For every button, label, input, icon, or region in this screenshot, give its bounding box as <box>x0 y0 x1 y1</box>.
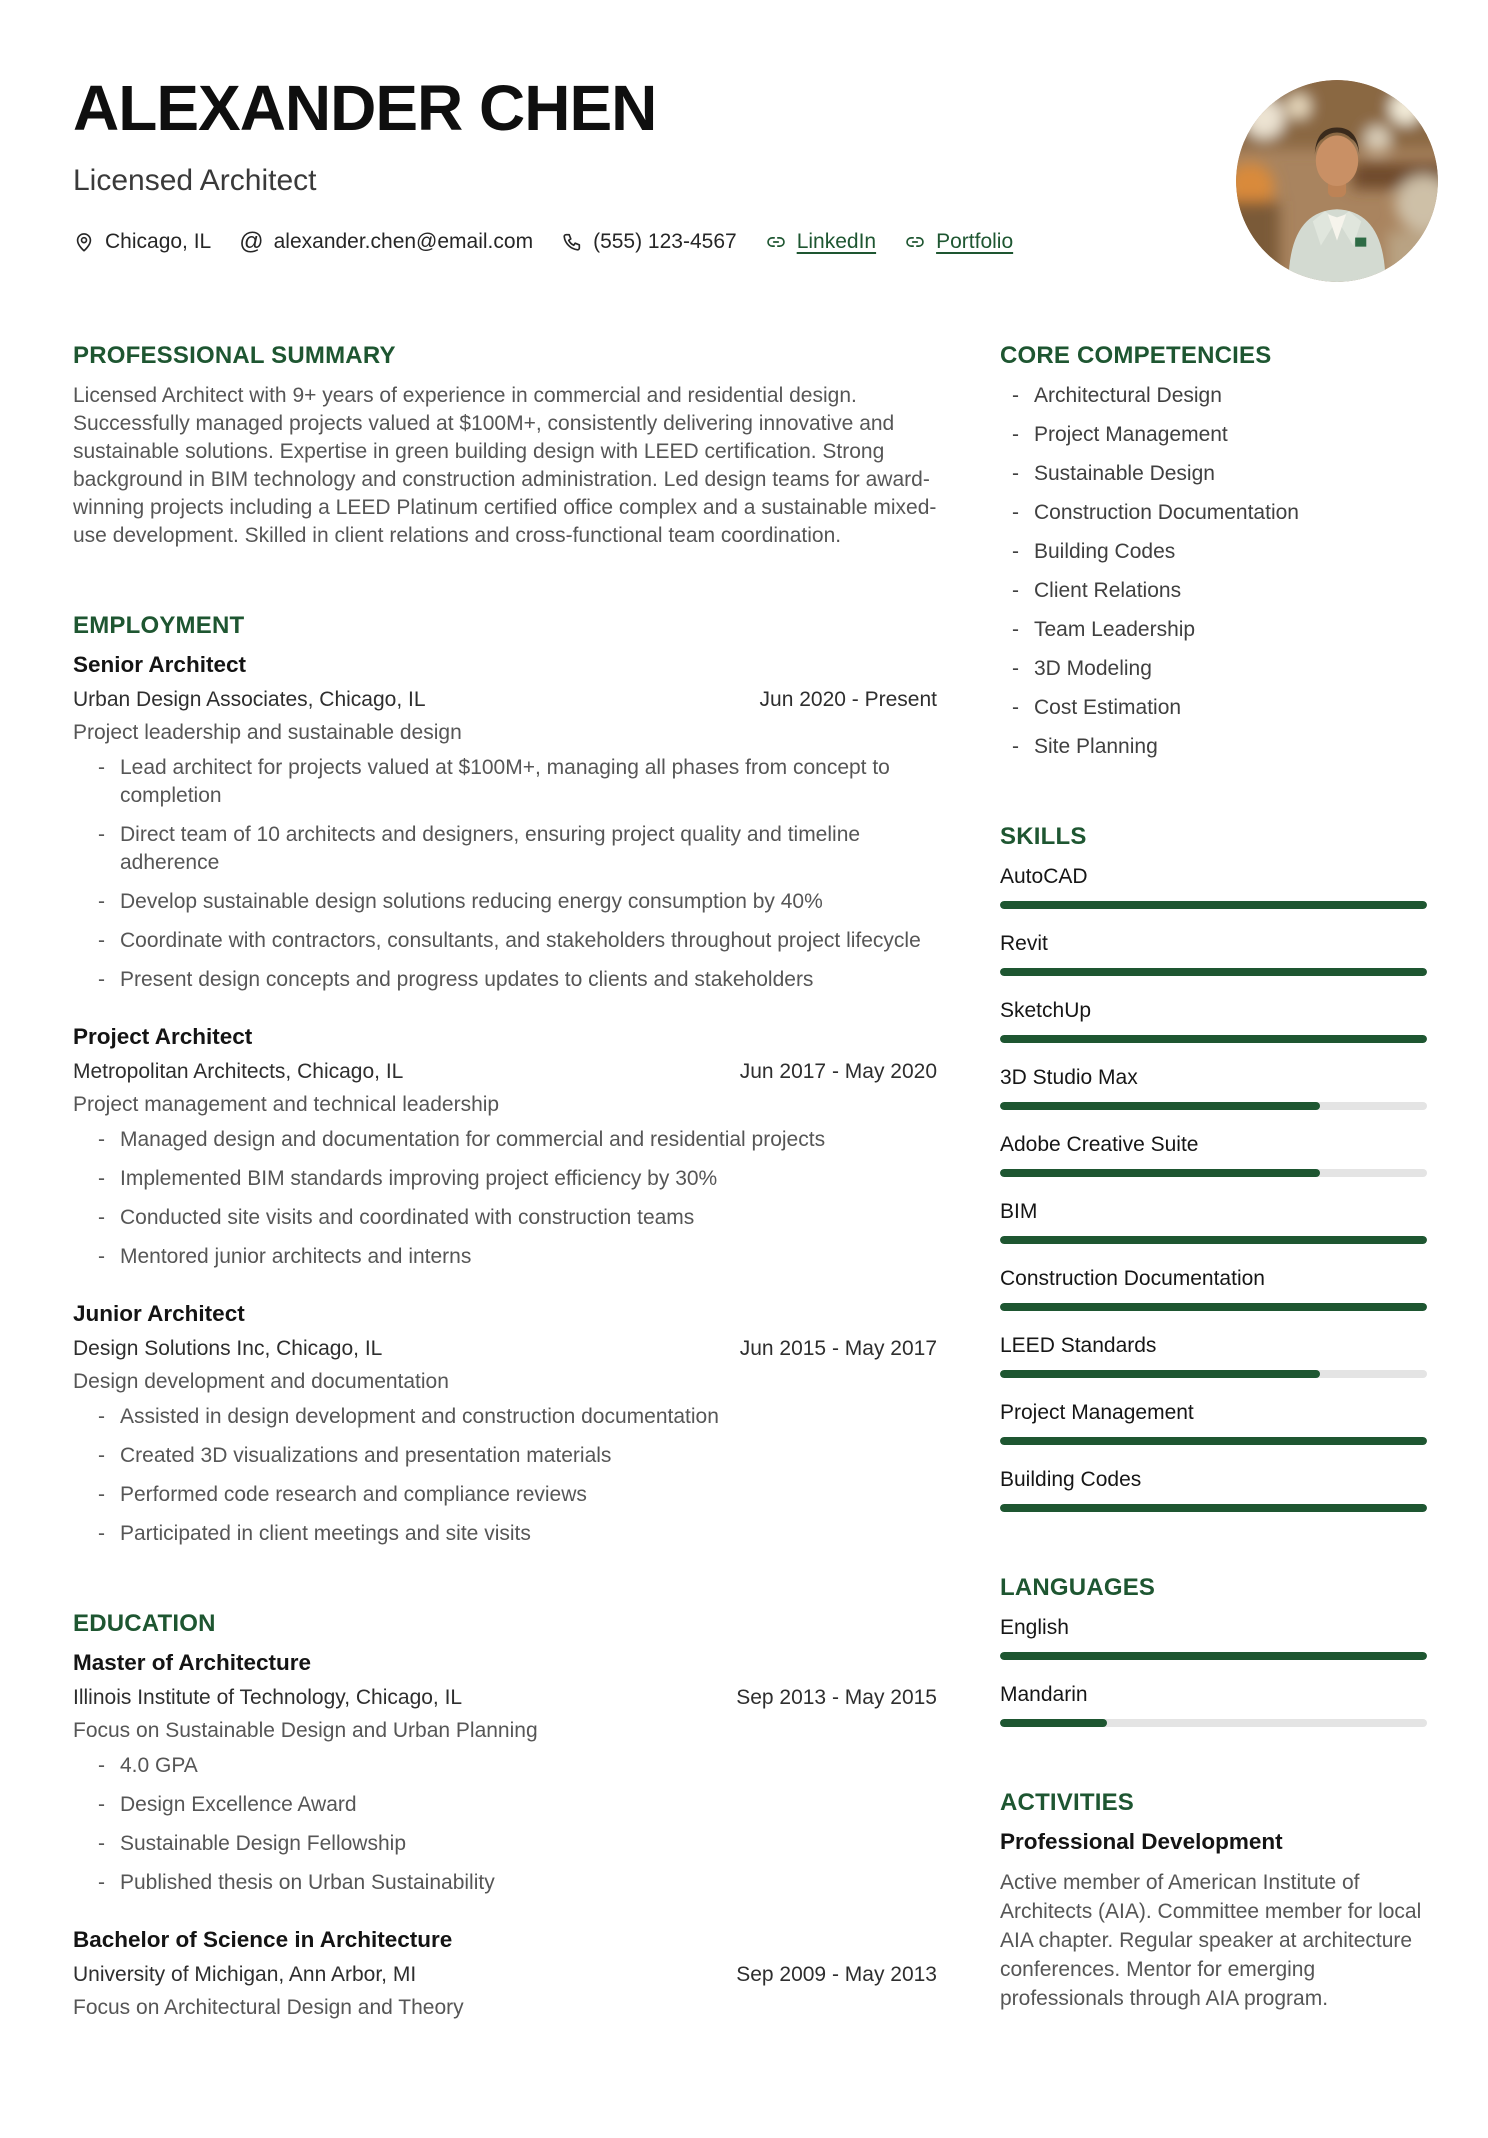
contact-phone <box>561 230 737 254</box>
company-row <box>73 1059 937 1085</box>
skill-bar-track <box>1000 1035 1427 1043</box>
employment-heading: EMPLOYMENT <box>73 612 245 640</box>
skill-bar-fill <box>1000 968 1427 976</box>
degree-list <box>73 1650 937 2021</box>
link-icon <box>904 231 926 253</box>
section-activities <box>1000 1789 1427 2013</box>
competency-item <box>1000 421 1427 449</box>
header <box>73 72 1427 256</box>
school: University of Michigan, Ann Arbor, MI <box>73 1963 417 1987</box>
dash-bullet: - <box>1012 618 1019 642</box>
degree-description: Focus on Sustainable Design and Urban Planning <box>73 1719 538 1743</box>
bullet-item <box>73 1442 937 1470</box>
dash-bullet: - <box>1012 735 1019 759</box>
skill-row <box>1000 930 1427 976</box>
location-text: Chicago, IL <box>105 230 212 254</box>
bullet-list <box>73 1752 937 1897</box>
bullet-item <box>73 1126 937 1154</box>
degree-entry <box>73 1650 937 1897</box>
bullet-item <box>73 927 937 955</box>
skill-row <box>1000 1131 1427 1177</box>
right-column <box>1000 342 1427 2029</box>
skill-row <box>1000 1466 1427 1512</box>
competency-item <box>1000 694 1427 722</box>
bullet-item <box>73 1243 937 1271</box>
skill-bar-fill <box>1000 1102 1320 1110</box>
activity-title: Professional Development <box>1000 1829 1283 1855</box>
dash-bullet: - <box>1012 657 1019 681</box>
bullet-text: Lead architect for projects valued at $100M+, managing all phases from concept to completion <box>120 756 890 808</box>
dates: Jun 2015 - May 2017 <box>739 1337 937 1361</box>
degree-title: Bachelor of Science in Architecture <box>73 1927 453 1953</box>
competency-item <box>1000 577 1427 605</box>
competency-list <box>1000 382 1427 761</box>
competency-item <box>1000 616 1427 644</box>
skill-name: Project Management <box>1000 1401 1194 1425</box>
bullet-item <box>73 1481 937 1509</box>
skill-name: 3D Studio Max <box>1000 1066 1138 1090</box>
phone-text: (555) 123-4567 <box>593 230 737 254</box>
content-columns <box>73 342 1427 2029</box>
skill-name: Construction Documentation <box>1000 1267 1265 1291</box>
bullet-text: Develop sustainable design solutions reducing energy consumption by 40% <box>120 890 823 914</box>
profile-photo <box>1236 80 1438 282</box>
language-name: English <box>1000 1616 1069 1640</box>
skill-name: LEED Standards <box>1000 1334 1157 1358</box>
skill-name: Building Codes <box>1000 1468 1142 1492</box>
skill-bar-fill <box>1000 901 1427 909</box>
skill-bar-track <box>1000 1169 1427 1177</box>
skill-row <box>1000 1399 1427 1445</box>
skill-name: AutoCAD <box>1000 865 1088 889</box>
competency-text: Site Planning <box>1034 735 1158 759</box>
competency-text: Client Relations <box>1034 579 1182 603</box>
dash-bullet: - <box>98 1871 105 1895</box>
skill-bar-fill <box>1000 1370 1320 1378</box>
dash-bullet: - <box>1012 501 1019 525</box>
bullet-list <box>73 754 937 994</box>
activity-text: Active member of American Institute of Architects (AIA). Committee member for local AIA chapter. Regular speaker at architecture conferences. Mentor for emerging professionals through AIA program. <box>1000 1871 1422 2011</box>
bullet-list <box>73 1126 937 1271</box>
dates: Jun 2020 - Present <box>759 688 937 712</box>
skill-bar-track <box>1000 1236 1427 1244</box>
bullet-text: Managed design and documentation for commercial and residential projects <box>120 1128 826 1152</box>
competency-text: Architectural Design <box>1034 384 1222 408</box>
section-professional-summary <box>73 342 937 550</box>
skill-row <box>1000 863 1427 909</box>
competency-item <box>1000 382 1427 410</box>
section-languages <box>1000 1574 1427 1727</box>
skill-bar-fill <box>1000 1437 1427 1445</box>
bullet-item <box>73 1791 937 1819</box>
dash-bullet: - <box>98 968 105 992</box>
bullet-item <box>73 754 937 810</box>
bullet-text: Participated in client meetings and site visits <box>120 1522 531 1546</box>
competency-text: Building Codes <box>1034 540 1176 564</box>
dash-bullet: - <box>1012 384 1019 408</box>
competencies-heading: CORE COMPETENCIES <box>1000 342 1272 370</box>
bullet-item <box>73 888 937 916</box>
competency-item <box>1000 538 1427 566</box>
skill-bar-fill <box>1000 1035 1427 1043</box>
language-bar-track <box>1000 1719 1427 1727</box>
bullet-text: Mentored junior architects and interns <box>120 1245 472 1269</box>
skill-row <box>1000 1064 1427 1110</box>
contact-row <box>73 230 1427 254</box>
location-pin-icon <box>73 231 95 253</box>
bullet-item <box>73 966 937 994</box>
dash-bullet: - <box>1012 696 1019 720</box>
skill-bar-track <box>1000 1504 1427 1512</box>
bullet-item <box>73 1520 937 1548</box>
skill-bar-track <box>1000 901 1427 909</box>
bullet-text: Implemented BIM standards improving project efficiency by 30% <box>120 1167 718 1191</box>
dash-bullet: - <box>1012 540 1019 564</box>
skill-name: SketchUp <box>1000 999 1092 1023</box>
company-row <box>73 687 937 713</box>
dash-bullet: - <box>98 1832 105 1856</box>
portfolio-link[interactable]: Portfolio <box>936 230 1014 254</box>
language-name: Mandarin <box>1000 1683 1088 1707</box>
skill-bar-fill <box>1000 1504 1427 1512</box>
bullet-item <box>73 1752 937 1780</box>
company-row <box>73 1336 937 1362</box>
skill-row <box>1000 997 1427 1043</box>
company: Metropolitan Architects, Chicago, IL <box>73 1060 404 1084</box>
bullet-item <box>73 1204 937 1232</box>
bullet-text: Published thesis on Urban Sustainability <box>120 1871 495 1895</box>
competency-text: Sustainable Design <box>1034 462 1215 486</box>
bullet-text: Design Excellence Award <box>120 1793 357 1817</box>
skill-name: BIM <box>1000 1200 1038 1224</box>
dash-bullet: - <box>1012 462 1019 486</box>
bullet-text: 4.0 GPA <box>120 1754 198 1778</box>
skill-bar-fill <box>1000 1236 1427 1244</box>
dash-bullet: - <box>1012 423 1019 447</box>
job-title: Senior Architect <box>73 652 246 678</box>
section-education <box>73 1610 937 2021</box>
contact-linkedin <box>765 230 876 254</box>
section-employment <box>73 612 937 1548</box>
dash-bullet: - <box>98 1444 105 1468</box>
competency-item <box>1000 733 1427 761</box>
contact-email <box>239 230 533 254</box>
dash-bullet: - <box>98 1793 105 1817</box>
job-entry <box>73 1301 937 1548</box>
bullet-text: Assisted in design development and construction documentation <box>120 1405 719 1429</box>
language-bar-fill <box>1000 1719 1107 1727</box>
dash-bullet: - <box>98 1128 105 1152</box>
skill-bar-fill <box>1000 1303 1427 1311</box>
dash-bullet: - <box>98 1167 105 1191</box>
bullet-item <box>73 1830 937 1858</box>
summary-text: Licensed Architect with 9+ years of experience in commercial and residential design. Successfully managed projects valued at $100M+, consistently delivering innovative and sustainable solutions. Expertise in green building design with LEED certification. Strong background in BIM technology and construction administration. Led design teams for award-winning projects including a LEED Platinum certified office complex and a sustainable mixed-use development. Skilled in client relations and cross-functional team coordination. <box>73 384 937 548</box>
dash-bullet: - <box>98 890 105 914</box>
avatar <box>1236 80 1438 282</box>
skill-row <box>1000 1265 1427 1311</box>
skill-bar-track <box>1000 1303 1427 1311</box>
dates: Jun 2017 - May 2020 <box>739 1060 937 1084</box>
bullet-text: Created 3D visualizations and presentation materials <box>120 1444 612 1468</box>
activities-heading: ACTIVITIES <box>1000 1789 1135 1817</box>
dash-bullet: - <box>98 1483 105 1507</box>
dash-bullet: - <box>98 1754 105 1778</box>
bullet-list <box>73 1403 937 1548</box>
job-title: Junior Architect <box>73 1301 245 1327</box>
job-list <box>73 652 937 1548</box>
contact-location <box>73 230 211 254</box>
competency-text: Construction Documentation <box>1034 501 1299 525</box>
job-title: Project Architect <box>73 1024 253 1050</box>
degree-description: Focus on Architectural Design and Theory <box>73 1996 464 2020</box>
skill-bar-fill <box>1000 1169 1320 1177</box>
bullet-item <box>73 821 937 877</box>
phone-icon <box>561 231 583 253</box>
skill-list <box>1000 863 1427 1512</box>
company: Urban Design Associates, Chicago, IL <box>73 688 426 712</box>
skill-bar-track <box>1000 1370 1427 1378</box>
dash-bullet: - <box>98 1405 105 1429</box>
dash-bullet: - <box>98 1206 105 1230</box>
language-row <box>1000 1614 1427 1660</box>
degree-title: Master of Architecture <box>73 1650 311 1676</box>
skill-name: Revit <box>1000 932 1048 956</box>
skill-row <box>1000 1332 1427 1378</box>
section-core-competencies <box>1000 342 1427 761</box>
linkedin-link[interactable]: LinkedIn <box>796 230 877 254</box>
language-row <box>1000 1681 1427 1727</box>
company: Design Solutions Inc, Chicago, IL <box>73 1337 383 1361</box>
dash-bullet: - <box>98 1245 105 1269</box>
job-entry <box>73 1024 937 1271</box>
dates: Sep 2009 - May 2013 <box>736 1963 937 1987</box>
job-description: Project leadership and sustainable design <box>73 721 462 745</box>
job-entry <box>73 652 937 994</box>
person-name: ALEXANDER CHEN <box>73 72 657 144</box>
school-row <box>73 1962 937 1988</box>
job-description: Project management and technical leadership <box>73 1093 500 1117</box>
dates: Sep 2013 - May 2015 <box>736 1686 937 1710</box>
skill-name: Adobe Creative Suite <box>1000 1133 1199 1157</box>
email-text: alexander.chen@email.com <box>273 230 534 254</box>
languages-heading: LANGUAGES <box>1000 1574 1156 1602</box>
competency-text: Project Management <box>1034 423 1228 447</box>
skill-bar-track <box>1000 968 1427 976</box>
skill-row <box>1000 1198 1427 1244</box>
bullet-text: Performed code research and compliance reviews <box>120 1483 587 1507</box>
competency-text: Cost Estimation <box>1034 696 1182 720</box>
school: Illinois Institute of Technology, Chicago, IL <box>73 1686 463 1710</box>
link-icon <box>765 231 787 253</box>
competency-text: 3D Modeling <box>1034 657 1152 681</box>
competency-text: Team Leadership <box>1034 618 1196 642</box>
section-skills <box>1000 823 1427 1512</box>
left-column <box>73 342 937 2029</box>
person-title: Licensed Architect <box>73 164 317 198</box>
bullet-text: Coordinate with contractors, consultants, and stakeholders throughout project lifecycle <box>120 929 921 953</box>
language-bar-fill <box>1000 1652 1427 1660</box>
contact-portfolio <box>904 230 1013 254</box>
summary-heading: PROFESSIONAL SUMMARY <box>73 342 396 370</box>
competency-item <box>1000 655 1427 683</box>
bullet-item <box>73 1165 937 1193</box>
bullet-text: Present design concepts and progress updates to clients and stakeholders <box>120 968 814 992</box>
education-heading: EDUCATION <box>73 1610 216 1638</box>
dash-bullet: - <box>98 929 105 953</box>
at-sign-icon: @ <box>239 228 264 256</box>
bullet-item <box>73 1869 937 1897</box>
dash-bullet: - <box>98 1522 105 1546</box>
bullet-item <box>73 1403 937 1431</box>
bullet-text: Conducted site visits and coordinated with construction teams <box>120 1206 695 1230</box>
job-description: Design development and documentation <box>73 1370 449 1394</box>
degree-entry <box>73 1927 937 2021</box>
skills-heading: SKILLS <box>1000 823 1087 851</box>
skill-bar-track <box>1000 1102 1427 1110</box>
competency-item <box>1000 460 1427 488</box>
bullet-text: Sustainable Design Fellowship <box>120 1832 406 1856</box>
language-bar-track <box>1000 1652 1427 1660</box>
school-row <box>73 1685 937 1711</box>
language-list <box>1000 1614 1427 1727</box>
competency-item <box>1000 499 1427 527</box>
dash-bullet: - <box>98 756 105 780</box>
bullet-text: Direct team of 10 architects and designers, ensuring project quality and timeline adherence <box>120 823 861 875</box>
dash-bullet: - <box>98 823 105 847</box>
dash-bullet: - <box>1012 579 1019 603</box>
skill-bar-track <box>1000 1437 1427 1445</box>
